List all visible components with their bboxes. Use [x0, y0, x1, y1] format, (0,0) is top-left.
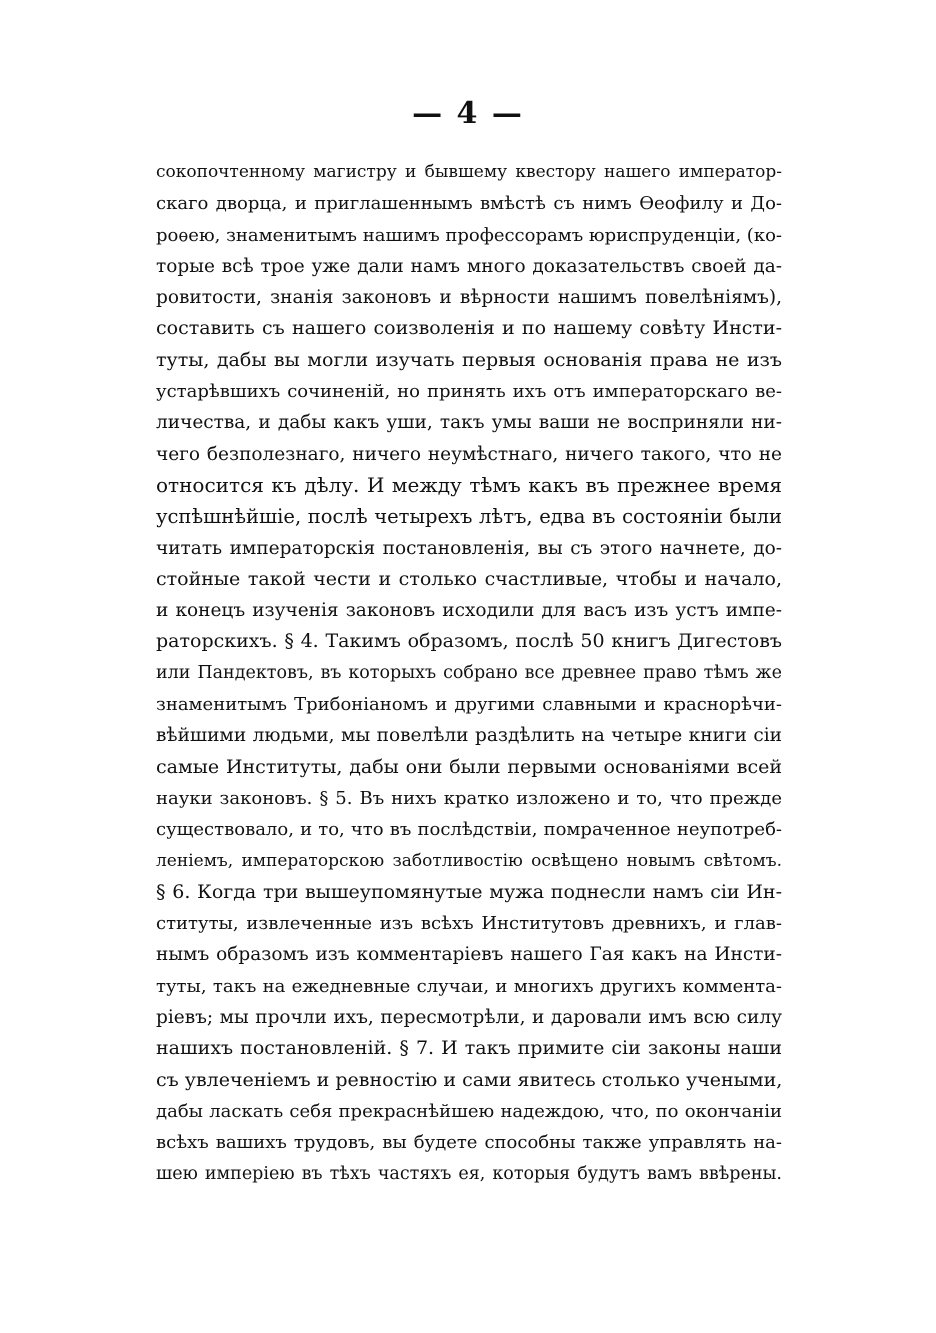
text-line: существовало, и то, что въ послѣдствіи, помраченное неупотреб-	[156, 819, 782, 841]
text-line: туты, такъ на ежедневные случаи, и многихъ другихъ коммента-	[156, 975, 782, 997]
text-line: устарѣвшихъ сочиненій, но принять ихъ отъ императорскаго ве-	[156, 381, 782, 403]
text-line: § 6. Когда три вышеупомянутые мужа поднесли намъ сіи Ин-	[156, 880, 782, 903]
text-line: туты, дабы вы могли изучать первыя основанія права не изъ	[156, 348, 782, 371]
text-line: торые всѣ трое уже дали намъ много доказательствъ своей да-	[156, 255, 782, 277]
text-line: составить съ нашего соизволенія и по нашему совѣту Инсти-	[156, 317, 782, 340]
text-line: роѳею, знаменитымъ нашимъ профессорамъ юриспруденціи, (ко-	[156, 224, 782, 246]
text-line: вѣйшими людьми, мы повелѣли раздѣлить на четыре книги сіи	[156, 725, 782, 747]
text-line: стойные такой чести и столько счастливые, чтобы и начало,	[156, 567, 782, 590]
text-line: леніемъ, императорскою заботливостію освѣщено новымъ свѣтомъ.	[156, 850, 782, 871]
page-number: — 4 —	[412, 96, 524, 131]
text-line: относится къ дѣлу. И между тѣмъ какъ въ прежнее время	[156, 472, 782, 497]
text-line: ровитости, знанія законовъ и вѣрности нашимъ повелѣніямъ),	[156, 287, 782, 309]
text-line: шею имперіею въ тѣхъ частяхъ ея, которыя будутъ вамъ ввѣрены.	[156, 1163, 782, 1184]
text-line: дабы ласкать себя прекраснѣйшею надеждою, что, по окончаніи	[156, 1100, 782, 1122]
text-line: или Пандектовъ, въ которыхъ собрано все древнее право тѣмъ же	[156, 662, 782, 683]
text-line: ріевъ; мы прочли ихъ, пересмотрѣли, и даровали имъ всю силу	[156, 1007, 782, 1029]
text-line: нашихъ постановленій. § 7. И такъ примите сіи законы наши	[156, 1037, 782, 1060]
text-line: личества, и дабы какъ уши, такъ умы ваши не восприняли ни-	[156, 412, 782, 434]
text-line: всѣхъ вашихъ трудовъ, вы будете способны также управлять на-	[156, 1132, 782, 1154]
text-line: знаменитымъ Трибоніаномъ и другими славными и краснорѣчи-	[156, 694, 782, 716]
text-line: самые Институты, дабы они были первыми основаніями всей	[156, 755, 782, 778]
text-line: науки законовъ. § 5. Въ нихъ кратко изложено и то, что прежде	[156, 787, 782, 809]
text-line: съ увлеченіемъ и ревностію и сами явитесь столько учеными,	[156, 1068, 783, 1091]
text-line: ституты, извлеченные изъ всѣхъ Институтовъ древнихъ, и глав-	[156, 913, 782, 935]
text-line: раторскихъ. § 4. Такимъ образомъ, послѣ 50 книгъ Дигестовъ	[156, 630, 782, 653]
text-line: скаго дворца, и приглашеннымъ вмѣстѣ съ нимъ Ѳеофилу и До-	[156, 193, 782, 215]
text-line: успѣшнѣйшіе, послѣ четырехъ лѣтъ, едва въ состояніи были	[156, 505, 782, 529]
text-line: и конецъ изученія законовъ исходили для васъ изъ устъ импе-	[156, 600, 782, 622]
text-line: нымъ образомъ изъ комментаріевъ нашего Гая какъ на Инсти-	[156, 944, 782, 966]
text-line: сокопочтенному магистру и бывшему квестору нашего император-	[156, 162, 782, 182]
text-line: чего безполезнаго, ничего неумѣстнаго, ничего такого, что не	[156, 443, 782, 465]
body-text	[156, 157, 782, 1190]
text-line: читать императорскія постановленія, вы съ этого начнете, до-	[156, 537, 782, 559]
